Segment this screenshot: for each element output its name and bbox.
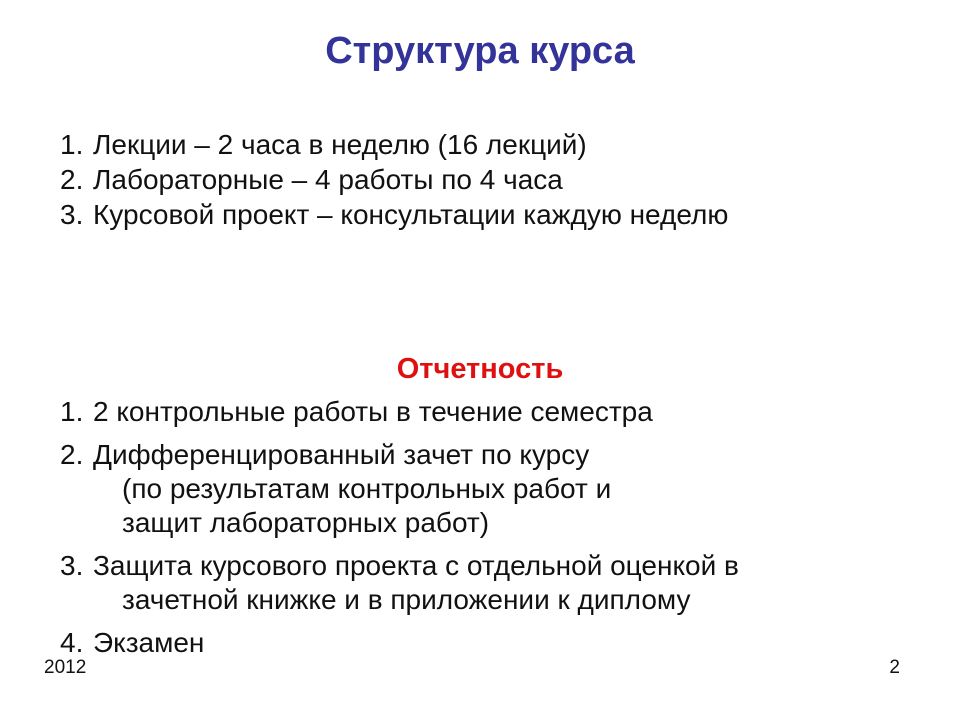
list-item — [60, 197, 728, 232]
reporting-section-heading: Отчетность — [396, 353, 564, 385]
footer-page-number: 2 — [889, 657, 900, 678]
list-item — [60, 437, 739, 540]
list-item — [60, 127, 728, 162]
list-item — [60, 625, 739, 660]
reporting-list — [60, 394, 739, 668]
list-item-text: Экзамен — [93, 627, 205, 658]
course-structure-list — [60, 127, 728, 232]
slide-title: Структура курса — [325, 30, 635, 72]
list-item-text: Дифференцированный зачет по курсу — [93, 439, 590, 470]
list-item-text: Лекции – 2 часа в неделю (16 лекций) — [93, 129, 587, 160]
list-item-text: Защита курсового проекта с отдельной оценкой в — [93, 550, 739, 581]
list-item-number: 4. — [60, 627, 84, 658]
list-item-number: 2. — [60, 439, 84, 470]
list-item — [60, 548, 739, 617]
list-item-number: 3. — [60, 199, 84, 230]
list-item — [60, 394, 739, 429]
list-item-number: 1. — [60, 396, 84, 427]
list-item — [60, 162, 728, 197]
list-item-number: 1. — [60, 129, 84, 160]
list-item-number: 3. — [60, 550, 84, 581]
list-item-continuation: зачетной книжке и в приложении к диплому — [122, 584, 691, 615]
footer-year: 2012 — [44, 657, 87, 678]
list-item-text: 2 контрольные работы в течение семестра — [93, 396, 653, 427]
list-item-continuation: защит лабораторных работ) — [122, 507, 490, 538]
list-item-continuation: (по результатам контрольных работ и — [122, 473, 612, 504]
list-item-text: Курсовой проект – консультации каждую неделю — [93, 199, 729, 230]
list-item-number: 2. — [60, 164, 84, 195]
list-item-text: Лабораторные – 4 работы по 4 часа — [93, 164, 563, 195]
